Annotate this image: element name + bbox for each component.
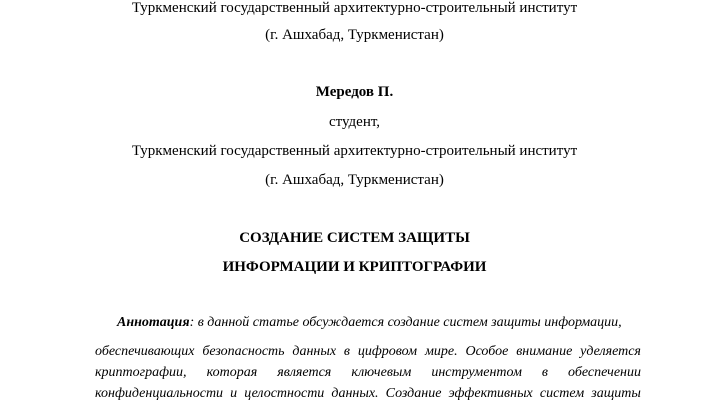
abstract-word: целостности	[244, 386, 325, 401]
abstract-word: является	[277, 365, 332, 380]
abstract-word: систем	[539, 386, 585, 401]
abstract-word: цифровом	[357, 344, 418, 359]
abstract-word: в	[541, 365, 548, 380]
author-2-location: (г. Ашхабад, Туркменистан)	[265, 172, 444, 188]
abstract-label: Аннотация	[117, 315, 190, 330]
abstract-word: Создание	[385, 386, 442, 401]
abstract-word: эффективных	[448, 386, 533, 401]
abstract-word: инструментом	[431, 365, 522, 380]
author-1-location: (г. Ашхабад, Туркменистан)	[265, 27, 444, 43]
abstract-word: которая	[206, 365, 258, 380]
abstract-word: данных.	[331, 386, 379, 401]
abstract-word: конфиденциальности	[95, 386, 224, 401]
author-2-name: Мередов П.	[315, 84, 394, 100]
abstract-word: Особое	[465, 344, 509, 359]
abstract-word: криптографии,	[95, 365, 187, 380]
abstract-word: обеспечении	[568, 365, 641, 380]
abstract-word: внимание	[516, 344, 573, 359]
abstract-word: и	[230, 386, 238, 401]
abstract-line-2	[95, 342, 641, 362]
abstract-word: ключевым	[351, 365, 412, 380]
abstract-word: обеспечивающих	[95, 344, 195, 359]
abstract-word: безопасность	[202, 344, 285, 359]
abstract-line-4	[95, 384, 641, 404]
abstract-word: в	[343, 344, 350, 359]
abstract-word: защиты	[591, 386, 641, 401]
paper-title-line-1: СОЗДАНИЕ СИСТЕМ ЗАЩИТЫ	[239, 230, 470, 246]
abstract-word: уделяется	[580, 344, 641, 359]
author-1-institute: Туркменский государственный архитектурно-строительный институт	[131, 0, 578, 16]
author-2-role: студент,	[328, 114, 381, 130]
abstract-word: данных	[292, 344, 337, 359]
abstract-word: мире.	[424, 344, 458, 359]
abstract-line-1-text: : в данной статье обсуждается создание систем защиты информации,	[189, 315, 622, 330]
paper-title-line-2: ИНФОРМАЦИИ И КРИПТОГРАФИИ	[222, 259, 487, 275]
abstract-line-1	[95, 313, 641, 333]
abstract-line-3	[95, 363, 641, 383]
author-2-institute: Туркменский государственный архитектурно-строительный институт	[131, 143, 578, 159]
